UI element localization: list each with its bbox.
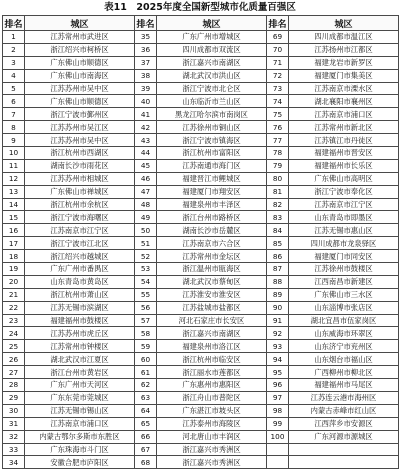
table-row [3,340,399,353]
district-cell: 江苏南京市浦口区 [289,108,399,121]
rank-cell: 73 [267,82,289,95]
district-cell: 江苏南京市六合区 [157,237,267,250]
district-cell: 江苏苏州市吴中区 [25,82,135,95]
rank-cell: 50 [135,224,157,237]
rank-cell: 51 [135,237,157,250]
rank-cell: 19 [3,263,25,276]
rank-cell: 60 [135,353,157,366]
district-cell: 广东河源市源城区 [289,430,399,443]
rank-cell: 44 [135,147,157,160]
header-rank: 排名 [135,16,157,31]
rank-cell [267,443,289,456]
rank-cell: 3 [3,56,25,69]
district-cell: 江苏南京市江宁区 [289,198,399,211]
district-cell: 山东临沂市兰山区 [157,95,267,108]
table-body [3,31,399,469]
rank-cell: 4 [3,69,25,82]
rank-cell: 52 [135,250,157,263]
header-rank: 排名 [3,16,25,31]
rank-cell: 98 [267,404,289,417]
rank-cell: 26 [3,353,25,366]
district-cell: 广东佛山市三水区 [289,288,399,301]
district-cell: 福建厦门市同安区 [289,250,399,263]
rank-cell: 28 [3,379,25,392]
district-cell: 广东佛山市禅城区 [25,185,135,198]
header-rank: 排名 [267,16,289,31]
district-cell: 广东湛江市坡头区 [157,404,267,417]
rank-cell: 63 [135,391,157,404]
rank-cell: 36 [135,43,157,56]
rank-cell: 55 [135,288,157,301]
rank-cell: 88 [267,275,289,288]
rank-cell: 68 [135,456,157,469]
table-row [3,159,399,172]
table-row [3,82,399,95]
district-cell: 河北石家庄市长安区 [157,314,267,327]
table-row [3,172,399,185]
header-district: 城区 [157,16,267,31]
table-row [3,430,399,443]
district-cell: 山东济宁市兖州区 [289,340,399,353]
district-cell: 浙江宁波市奉化区 [289,185,399,198]
district-cell: 福建龙岩市新罗区 [289,56,399,69]
rank-cell: 78 [267,147,289,160]
district-cell: 浙江杭州市西湖区 [25,147,135,160]
district-cell: 江西萍乡市安源区 [289,417,399,430]
rank-cell: 71 [267,56,289,69]
rank-cell: 18 [3,250,25,263]
district-cell: 山东烟台市福山区 [289,353,399,366]
table-row [3,275,399,288]
table-row [3,147,399,160]
rank-cell: 38 [135,69,157,82]
table-row [3,95,399,108]
rank-cell: 15 [3,211,25,224]
rank-cell: 91 [267,314,289,327]
rank-cell: 46 [135,172,157,185]
district-cell: 广东佛山市顺德区 [25,56,135,69]
rank-cell: 64 [135,404,157,417]
district-cell: 浙江绍兴市柯桥区 [25,43,135,56]
district-cell: 内蒙古鄂尔多斯市东胜区 [25,430,135,443]
district-cell: 福建泉州市洛江区 [157,340,267,353]
rank-cell: 17 [3,237,25,250]
district-cell: 福建福州市鼓楼区 [25,314,135,327]
rank-cell: 2 [3,43,25,56]
rank-cell: 70 [267,43,289,56]
district-cell: 广西柳州市柳北区 [289,366,399,379]
table-title: 表11 2025年度全国新型城市化质量百强区 [104,2,296,13]
district-cell: 江苏无锡市锡山区 [25,404,135,417]
district-cell: 福建厦门市集美区 [289,69,399,82]
district-cell [289,443,399,456]
rank-cell: 1 [3,31,25,44]
district-cell: 江苏连云港市海州区 [289,391,399,404]
district-cell: 山东青岛市黄岛区 [25,275,135,288]
rank-cell: 79 [267,159,289,172]
district-cell: 福建泉州市丰泽区 [157,198,267,211]
rank-cell: 49 [135,211,157,224]
district-cell: 浙江杭州市临安区 [157,353,267,366]
rank-cell: 42 [135,121,157,134]
header-district: 城区 [25,16,135,31]
district-cell: 江苏常州市武进区 [25,31,135,44]
district-cell: 江苏南京市浦口区 [25,417,135,430]
district-cell: 湖南长沙市雨花区 [25,159,135,172]
rank-cell: 35 [135,31,157,44]
district-cell: 广东广州市番禺区 [25,263,135,276]
rank-cell: 74 [267,95,289,108]
table-row [3,250,399,263]
district-cell: 浙江宁波市镇海区 [157,134,267,147]
table-row [3,198,399,211]
district-cell: 山东淄博市张店区 [289,301,399,314]
district-cell: 浙江杭州市余杭区 [25,198,135,211]
rank-cell: 37 [135,56,157,69]
district-cell: 广东广州市增城区 [157,31,267,44]
rank-cell: 100 [267,430,289,443]
table-row [3,185,399,198]
district-cell: 福建福州市晋安区 [289,147,399,160]
district-cell: 江苏无锡市滨湖区 [25,301,135,314]
header-district: 城区 [289,16,399,31]
table-row [3,456,399,469]
district-cell: 四川成都市温江区 [289,31,399,44]
rank-cell: 66 [135,430,157,443]
district-cell: 浙江宁波市北仑区 [157,82,267,95]
rank-cell: 85 [267,237,289,250]
rank-cell: 94 [267,353,289,366]
district-cell: 山东青岛市即墨区 [289,211,399,224]
rank-cell: 30 [3,404,25,417]
table-row [3,288,399,301]
district-cell: 浙江宁波市江北区 [25,237,135,250]
rank-cell: 58 [135,327,157,340]
rank-cell: 13 [3,185,25,198]
district-cell: 河北唐山市丰润区 [157,430,267,443]
district-cell: 江西南昌市新建区 [289,275,399,288]
table-row [3,353,399,366]
district-cell: 浙江嘉兴市南湖区 [157,327,267,340]
district-cell: 江苏南京市溧水区 [289,82,399,95]
district-cell: 浙江丽水市莲都区 [157,366,267,379]
district-cell: 福建福州市马尾区 [289,379,399,392]
rank-cell: 23 [3,314,25,327]
district-cell: 浙江台州市黄岩区 [25,366,135,379]
rank-cell: 25 [3,340,25,353]
rank-cell: 76 [267,121,289,134]
table-row [3,43,399,56]
table-row [3,211,399,224]
district-cell: 江苏徐州市铜山区 [157,121,267,134]
district-cell: 湖北襄阳市襄州区 [289,95,399,108]
rank-cell: 54 [135,275,157,288]
rank-cell: 89 [267,288,289,301]
rank-cell: 20 [3,275,25,288]
district-cell: 广东佛山市高明区 [289,172,399,185]
rank-cell: 40 [135,95,157,108]
rank-cell: 72 [267,69,289,82]
district-cell: 江苏苏州市相城区 [25,172,135,185]
rank-cell: 43 [135,134,157,147]
rank-cell: 56 [135,301,157,314]
district-cell: 湖北宜昌市伍家岗区 [289,314,399,327]
district-cell: 浙江嘉兴市秀洲区 [157,456,267,469]
table-header-row [3,16,399,31]
district-cell: 福建福州市长乐区 [289,159,399,172]
rank-cell: 99 [267,417,289,430]
rank-cell: 48 [135,198,157,211]
rank-cell: 75 [267,108,289,121]
table-row [3,69,399,82]
district-cell: 浙江杭州市萧山区 [25,288,135,301]
rank-cell: 29 [3,391,25,404]
rank-cell: 8 [3,121,25,134]
table-row [3,224,399,237]
district-cell: 江苏盐城市盐都区 [157,301,267,314]
district-cell: 浙江嘉兴市南湖区 [157,56,267,69]
district-cell: 湖北武汉市洪山区 [157,69,267,82]
district-cell: 四川成都市双流区 [157,43,267,56]
district-cell: 广东惠州市惠阳区 [157,379,267,392]
district-cell: 江苏扬州市江都区 [289,43,399,56]
district-cell: 浙江台州市路桥区 [157,211,267,224]
rank-cell [267,456,289,469]
rank-cell: 53 [135,263,157,276]
rank-cell: 21 [3,288,25,301]
rank-cell: 14 [3,198,25,211]
district-cell: 福建厦门市翔安区 [157,185,267,198]
table-row [3,404,399,417]
rank-cell: 67 [135,443,157,456]
rank-cell: 39 [135,82,157,95]
rank-cell: 62 [135,379,157,392]
rank-cell: 65 [135,417,157,430]
district-cell: 江苏徐州市鼓楼区 [289,263,399,276]
district-cell: 四川成都市龙泉驿区 [289,237,399,250]
rank-cell: 61 [135,366,157,379]
district-cell: 浙江嘉兴市秀洲区 [157,443,267,456]
rank-cell: 33 [3,443,25,456]
rank-cell: 95 [267,366,289,379]
rank-cell: 81 [267,185,289,198]
ranking-table [2,15,399,469]
district-cell: 江苏苏州市吴中区 [25,134,135,147]
district-cell: 广东东莞市莞城区 [25,391,135,404]
district-cell: 江苏南通市海门区 [157,159,267,172]
rank-cell: 32 [3,430,25,443]
rank-cell: 47 [135,185,157,198]
district-cell: 浙江宁波市鄞州区 [25,108,135,121]
district-cell: 湖南长沙市岳麓区 [157,224,267,237]
rank-cell: 80 [267,172,289,185]
rank-cell: 90 [267,301,289,314]
district-cell: 江苏苏州市虎丘区 [25,327,135,340]
rank-cell: 31 [3,417,25,430]
rank-cell: 27 [3,366,25,379]
table-row [3,121,399,134]
district-cell: 江苏无锡市惠山区 [289,224,399,237]
rank-cell: 7 [3,108,25,121]
table-row [3,327,399,340]
rank-cell: 57 [135,314,157,327]
rank-cell: 34 [3,456,25,469]
table-row [3,391,399,404]
district-cell: 江苏淮安市淮安区 [157,288,267,301]
rank-cell: 9 [3,134,25,147]
district-cell: 浙江舟山市普陀区 [157,391,267,404]
rank-cell: 77 [267,134,289,147]
table-row [3,237,399,250]
rank-cell: 41 [135,108,157,121]
table-row [3,301,399,314]
district-cell: 江苏常州市钟楼区 [25,340,135,353]
district-cell: 广东佛山市南海区 [25,69,135,82]
table-row [3,134,399,147]
table-row [3,56,399,69]
rank-cell: 83 [267,211,289,224]
district-cell: 安徽合肥市庐阳区 [25,456,135,469]
rank-cell: 6 [3,95,25,108]
district-cell: 浙江温州市瓯海区 [157,263,267,276]
rank-cell: 59 [135,340,157,353]
table-row [3,417,399,430]
rank-cell: 5 [3,82,25,95]
district-cell: 广东广州市天河区 [25,379,135,392]
district-cell: 内蒙古赤峰市红山区 [289,404,399,417]
rank-cell: 93 [267,340,289,353]
ranking-table-container [2,15,398,469]
rank-cell: 11 [3,159,25,172]
district-cell: 江苏苏州市吴江区 [25,121,135,134]
rank-cell: 97 [267,391,289,404]
district-cell: 江苏南京市江宁区 [25,224,135,237]
district-cell: 广东珠海市斗门区 [25,443,135,456]
rank-cell: 84 [267,224,289,237]
table-row [3,366,399,379]
district-cell: 浙江绍兴市越城区 [25,250,135,263]
district-cell: 湖北武汉市江夏区 [25,353,135,366]
district-cell: 浙江杭州市富阳区 [157,147,267,160]
district-cell [289,456,399,469]
district-cell: 江苏泰州市海陵区 [157,417,267,430]
rank-cell: 82 [267,198,289,211]
district-cell: 福建晋江市鲤城区 [157,172,267,185]
district-cell: 江苏镇江市丹徒区 [289,134,399,147]
district-cell: 江苏常州市金坛区 [157,250,267,263]
rank-cell: 87 [267,263,289,276]
district-cell: 广东佛山市顺德区 [25,95,135,108]
rank-cell: 10 [3,147,25,160]
rank-cell: 22 [3,301,25,314]
rank-cell: 12 [3,172,25,185]
district-cell: 江苏常州市新北区 [289,121,399,134]
table-row [3,443,399,456]
table-row [3,314,399,327]
rank-cell: 24 [3,327,25,340]
table-row [3,31,399,44]
rank-cell: 45 [135,159,157,172]
rank-cell: 16 [3,224,25,237]
table-row [3,263,399,276]
table-row [3,379,399,392]
rank-cell: 69 [267,31,289,44]
district-cell: 浙江宁波市海曙区 [25,211,135,224]
district-cell: 山东威海市环翠区 [289,327,399,340]
rank-cell: 96 [267,379,289,392]
district-cell: 黑龙江哈尔滨市南岗区 [157,108,267,121]
rank-cell: 92 [267,327,289,340]
rank-cell: 86 [267,250,289,263]
table-row [3,108,399,121]
district-cell: 湖北武汉市蔡甸区 [157,275,267,288]
